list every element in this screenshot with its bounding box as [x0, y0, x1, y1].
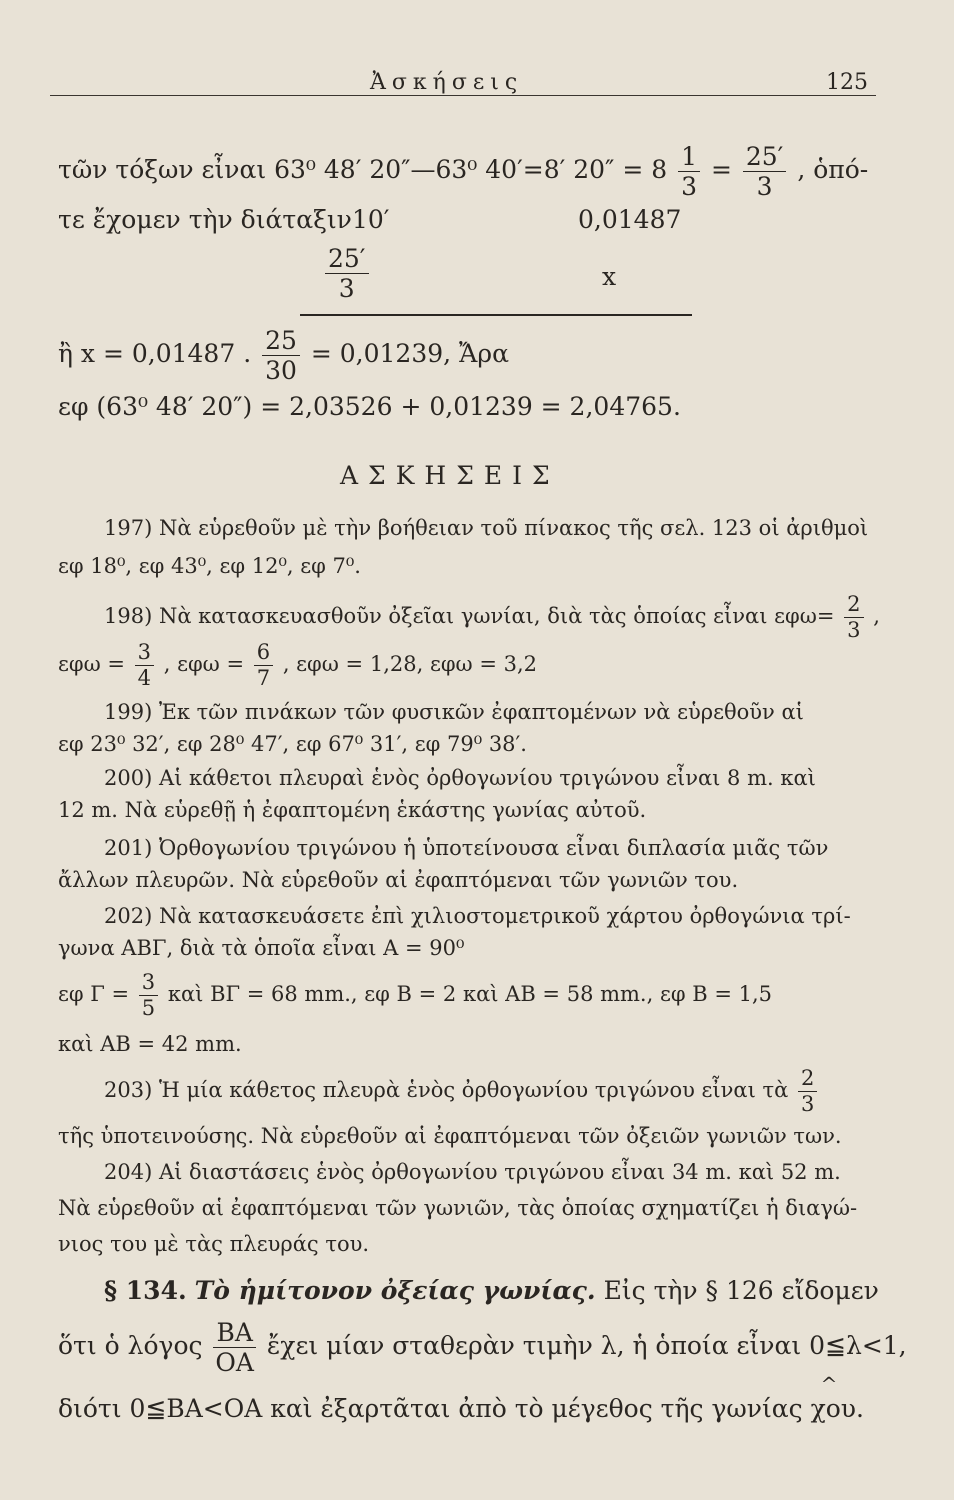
intro-line-2c: 0,01487 — [578, 205, 682, 234]
ex202-line-4: καὶ ΑΒ = 42 mm. — [58, 1032, 242, 1056]
intro-line-2b: 10′ — [352, 205, 390, 234]
ex199-line-2: εφ 23⁰ 32′, εφ 28⁰ 47′, εφ 67⁰ 31′, εφ 79⁰ 38′. — [58, 732, 527, 756]
intro-line-3-x: x — [602, 262, 617, 291]
intro-line-1: τῶν τόξων εἶναι 63⁰ 48′ 20″—63⁰ 40′=8′ 20″ = 8 $\frac{1}{3}$ = $\frac{25'}{3}$ , ὁπό- — [58, 142, 869, 201]
ex204-line-2: Νὰ εὑρεθοῦν αἱ ἐφαπτόμεναι τῶν γωνιῶν, τὰς ὁποίας σχηματίζει ἡ διαγώ- — [58, 1196, 858, 1220]
ex197-line-1: 197) Νὰ εὑρεθοῦν μὲ τὴν βοήθειαν τοῦ πίνακος τῆς σελ. 123 οἱ ἀριθμοὶ — [104, 516, 869, 540]
ex201-line-1: 201) Ὀρθογωνίου τριγώνου ἡ ὑποτείνουσα εἶναι διπλασία μιᾶς τῶν — [104, 836, 829, 860]
ex204-line-3: νιος του μὲ τὰς πλευράς του. — [58, 1232, 370, 1256]
fraction: $\frac{1}{3}$ — [678, 144, 700, 199]
proportion-rule — [300, 314, 692, 316]
ex203-line-1: 203) Ἡ μία κάθετος πλευρὰ ἑνὸς ὀρθογωνίου τριγώνου εἶναι τὰ $\frac{2}{3}$ — [104, 1068, 820, 1115]
intro-line-3-fraction: $\frac{25'}{3}$ — [322, 246, 372, 301]
ex199-line-1: 199) Ἐκ τῶν πινάκων τῶν φυσικῶν ἐφαπτομένων νὰ εὑρεθοῦν αἱ — [104, 700, 804, 724]
ex202-line-3: εφ Γ = $\frac{3}{5}$ καὶ ΒΓ = 68 mm., εφ Β = 2 καὶ ΑΒ = 58 mm., εφ Β = 1,5 — [58, 970, 772, 1020]
ex200-line-1: 200) Αἱ κάθετοι πλευραὶ ἑνὸς ὀρθογωνίου τριγώνου εἶναι 8 m. καὶ — [104, 766, 816, 790]
running-header: Ἀσκήσεις — [370, 70, 524, 95]
par134-line-3: διότι 0≦ΒΑ<ΟΑ καὶ ἐξαρτᾶται ἀπὸ τὸ μέγεθος τῆς γωνίας ^ χου. — [58, 1372, 864, 1423]
page-number: 125 — [826, 70, 868, 95]
ex198-line-2: εφω = $\frac{3}{4}$ , εφω = $\frac{6}{7}$ , εφω = 1,28, εφω = 3,2 — [58, 640, 537, 690]
par134-line-1: § 134. Τὸ ἡμίτονον ὀξείας γωνίας. Εἰς τὴν § 126 εἴδομεν — [104, 1276, 879, 1305]
header-rule — [50, 95, 876, 96]
ex204-line-1: 204) Αἱ διαστάσεις ἑνὸς ὀρθογωνίου τριγώνου εἶναι 34 m. καὶ 52 m. — [104, 1160, 841, 1184]
fraction: $\frac{25'}{3}$ — [743, 144, 787, 199]
ex202-line-1: 202) Νὰ κατασκευάσετε ἐπὶ χιλιοστομετρικοῦ χάρτου ὀρθογώνια τρί- — [104, 904, 851, 928]
intro-line-5: εφ (63⁰ 48′ 20″) = 2,03526 + 0,01239 = 2,04765. — [58, 392, 681, 421]
par134-line-2: ὅτι ὁ λόγος $\frac{BA}{OA}$ ἔχει μίαν σταθερὰν τιμὴν λ, ἡ ὁποία εἶναι 0≦λ<1, — [58, 1318, 907, 1377]
ex197-line-2: εφ 18⁰, εφ 43⁰, εφ 12⁰, εφ 7⁰. — [58, 554, 361, 578]
ex198-line-1: 198) Νὰ κατασκευασθοῦν ὀξεῖαι γωνίαι, διὰ τὰς ὁποίας εἶναι εφω= $\frac{2}{3}$ , — [104, 592, 880, 642]
section-heading: ΑΣΚΗΣΕΙΣ — [340, 461, 560, 490]
ex200-line-2: 12 m. Νὰ εὑρεθῇ ἡ ἐφαπτομένη ἑκάστης γωνίας αὐτοῦ. — [58, 798, 647, 822]
ex203-line-2: τῆς ὑποτεινούσης. Νὰ εὑρεθοῦν αἱ ἐφαπτόμεναι τῶν ὀξειῶν γωνιῶν των. — [58, 1124, 842, 1148]
ex202-line-2: γωνα ΑΒΓ, διὰ τὰ ὁποῖα εἶναι Α = 90⁰ — [58, 936, 465, 960]
intro-line-4: ἢ x = 0,01487 . $\frac{25}{30}$ = 0,01239, Ἄρα — [58, 326, 509, 385]
ex201-line-2: ἄλλων πλευρῶν. Νὰ εὑρεθοῦν αἱ ἐφαπτόμεναι τῶν γωνιῶν του. — [58, 868, 739, 892]
intro-line-2a: τε ἔχομεν τὴν διάταξιν — [58, 205, 352, 234]
